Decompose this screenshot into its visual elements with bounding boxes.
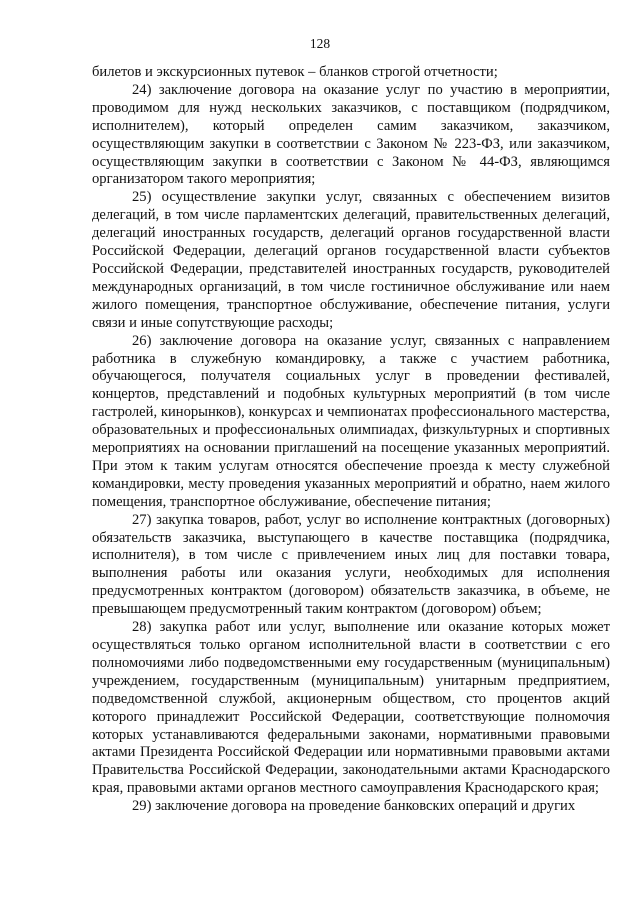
paragraph-item-28: 28) закупка работ или услуг, выполнение или оказание которых может осуществляться только органом исполнительной власти в соответствии с его полномочиями либо подведомственными ему государственным (муниципальным) учреждением, государственным (муниципальным) унитарным предприятием, подведомственной службой, акционерным обществом, сто процентов акций которого принадлежит Российской Федерации, соответствующие полномочия которых устанавливаются федеральными законами, нормативными правовыми актами Президента Российской Федерации или нормативными правовыми актами Правительства Российской Федерации, законодательными актами Краснодарского края, правовыми актами органов местного самоуправления Краснодарского края; (92, 619, 610, 797)
paragraph-item-27: 27) закупка товаров, работ, услуг во исполнение контрактных (договорных) обязательств заказчика, выступающего в качестве поставщика (подрядчика, исполнителя), в том числе с привлечением иных лиц для поставки товара, выполнения работы или оказания услуги, необходимых для исполнения предусмотренных контрактом (договором) обязательств заказчика, в объеме, не превышающем предусмотренный таким контрактом (договором) объем; (92, 511, 610, 618)
paragraph-item-29: 29) заключение договора на проведение банковских операций и других (132, 798, 576, 815)
paragraph-item-26: 26) заключение договора на оказание услуг, связанных с направлением работника в служебную командировку, а также с участием работника, обучающегося, получателя социальных услуг в проведении фестивалей, концертов, представлений и подобных культурных мероприятий (в том числе гастролей, кинорынков), конкурсах и чемпионатах профессионального мастерства, образовательных и профессиональных олимпиадах, физкультурных и спортивных мероприятиях на основании приглашений на посещение указанных мероприятий. При этом к таким услугам относятся обеспечение проезда к месту служебной командировки, месту проведения указанных мероприятий и обратно, наем жилого помещения, транспортное обслуживание, обеспечение питания; (92, 332, 610, 510)
paragraph-continuation: билетов и экскурсионных путевок – бланков строгой отчетности; (92, 64, 498, 80)
page-number: 128 (309, 36, 331, 51)
paragraph-item-24: 24) заключение договора на оказание услуг по участию в мероприятии, проводимом для нужд нескольких заказчиков, с поставщиком (подрядчиком, исполнителем), который определен самим заказчиком, заказчиком, осуществляющим закупки в соответствии с Законом № 223-ФЗ, или заказчиком, осуществляющим закупки в соответствии с Законом № 44-ФЗ, являющимся организатором такого мероприятия; (92, 81, 610, 188)
document-body (92, 64, 610, 816)
paragraph-item-25: 25) осуществление закупки услуг, связанных с обеспечением визитов делегаций, в том числе парламентских делегаций, правительственных делегаций, делегаций иностранных государств, делегаций органов государственной власти Российской Федерации, делегаций органов государственной власти субъектов Российской Федерации, представителей иностранных государств, руководителей международных организаций, в том числе гостиничное обслуживание или наем жилого помещения, транспортное обслуживание, обеспечение питания, услуги связи и иные сопутствующие расходы; (92, 189, 610, 331)
